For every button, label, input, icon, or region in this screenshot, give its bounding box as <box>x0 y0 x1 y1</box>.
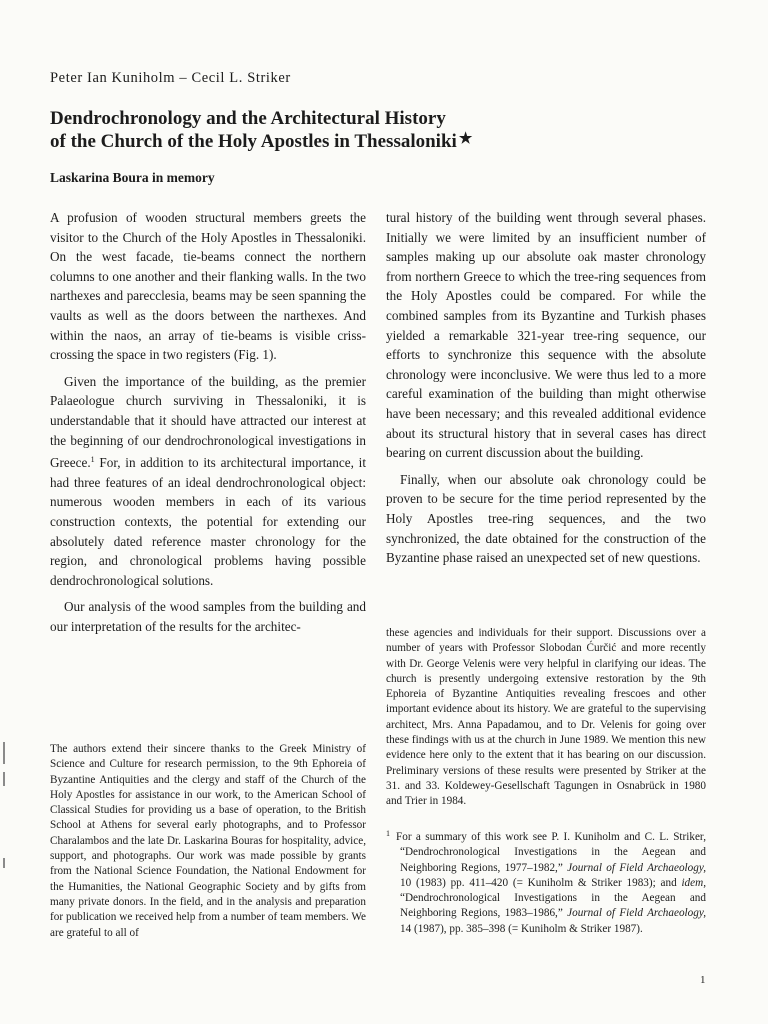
footnote-reference[interactable]: 1 <box>90 455 95 465</box>
idem: idem, <box>681 876 706 889</box>
body-paragraph <box>50 372 366 591</box>
dedication: Laskarina Boura in memory <box>50 170 215 185</box>
acknowledgements-right: these agencies and individuals for their support. Discussions over a number of years with Professor Slobodan Ćurčić and more recently with Dr. George Velenis were very helpful in clarifying our ideas. The church is presently undergoing extensive restoration by the 9th Ephoreia of Byzantine Antiquities revealing frescoes and other important evidence about its history. We are grateful to the supervising architect, Mrs. Anna Papadamou, and to Dr. Velenis for going over these findings with us at the church in June 1989. We mention this new evidence here only to the extent that it has bearing on our discussion. Preliminary versions of these results were presented by Striker at the 31. and 33. Koldewey-Gesellschaft Tagungen in Osnabrück in 1980 and Trier in 1984. <box>386 627 706 808</box>
body-paragraph: A profusion of wooden structural members greets the visitor to the Church of the Holy Apostles in Thessaloniki. On the west facade, tie-beams connect the northern columns to one another and their flanking walls. In the two narthexes and parecclesia, beams may be seen spanning the vaults as well as the doors between the narthexes. And within the naos, an array of tie-beams is visible criss-crossing the space in two registers (Fig. 1). <box>50 210 366 363</box>
paragraph-text: For, in addition to its architectural importance, it had three features of an ideal dendrochronological object: numerous wooden members in each of its various construction contexts, the potential for extending our absolutely dated reference master chronology for the region, and chronological problems having possible dendrochronological solutions. <box>50 455 366 588</box>
footnote-part: For a summary of this work see P. I. Kuniholm and C. L. Striker, “Dendrochronological Investigations in the Aegean and Neighboring Regions, 1977–1982,” <box>396 831 706 874</box>
authors: Peter Ian Kuniholm – Cecil L. Striker <box>50 70 291 86</box>
footnote-text <box>386 826 706 937</box>
journal-title: Journal of Field Archaeology, <box>567 861 706 874</box>
title-line-2: of the Church of the Holy Apostles in Thessaloniki <box>50 131 457 152</box>
footnote-part: 10 (1983) pp. 411–420 (= Kuniholm & Striker 1983); and <box>400 876 682 889</box>
footnote-mark: 1 <box>386 829 390 838</box>
body-column-left <box>50 208 366 643</box>
scan-edge-mark <box>3 742 5 764</box>
scan-edge-mark <box>3 772 5 786</box>
title-line-1: Dendrochronology and the Architectural History <box>50 108 446 129</box>
body-paragraph: Finally, when our absolute oak chronology could be proven to be secure for the time period represented by the Holy Apostles tree-ring sequences, and the two synchronized, the date obtained for the construction of the Byzantine phase raised an unexpected set of new questions. <box>386 471 706 566</box>
body-column-right <box>386 208 706 575</box>
paragraph-text: Given the importance of the building, as the premier Palaeologue church surviving in Thessaloniki, it is understandable that it should have attracted our interest at the beginning of our dendrochronological investigations in Greece. <box>50 373 366 471</box>
body-paragraph: tural history of the building went through several phases. Initially we were limited by an insufficient number of samples making up our absolute oak master chronology from northern Greece to which the tree-ring sequences from the Holy Apostles could be compared. For while the combined samples from its Byzantine and Turkish phases yielded a remarkable 321-year tree-ring sequence, our efforts to synchronize this sequence with the absolute chronology were inconclusive. We were thus led to a more careful examination of the building than might otherwise have been necessary; and this revealed additional evidence about its structural history that in several cases has direct bearing on current discussion about the building. <box>386 210 706 461</box>
footnote-part: “Dendrochronological Investigations in the Aegean and Neighboring Regions, 1983–1986,” <box>400 892 706 920</box>
body-paragraph: Our analysis of the wood samples from the building and our interpretation of the results for the architec- <box>50 599 366 634</box>
journal-title: Journal of Field Archaeology, <box>567 907 706 920</box>
article-title <box>50 108 710 152</box>
star-footnote-marker: ★ <box>458 131 473 147</box>
footnote <box>386 826 706 937</box>
acknowledgements-left: The authors extend their sincere thanks to the Greek Ministry of Science and Culture for research permission, to the 9th Ephoreia of Byzantine Antiquities and the clergy and staff of the Church of the Holy Apostles for assistance in our work, to the American School of Classical Studies for providing us a base of operation, to the British School at Athens for several early photographs, and to Professor Charalambos and the late Dr. Laskarina Bouras for hospitality, advice, support, and photographs. Our work was made possible by grants from the National Science Foundation, the National Endowment for the Humanities, the National Geographic Society and by gifts from many private donors. In the field, and in the analysis and preparation for publication we received help from a number of team members. We are grateful to all of <box>50 743 366 939</box>
scan-edge-mark <box>3 858 5 868</box>
footnote-part: 14 (1987), pp. 385–398 (= Kuniholm & Striker 1987). <box>400 922 643 935</box>
page-number: 1 <box>700 974 706 986</box>
